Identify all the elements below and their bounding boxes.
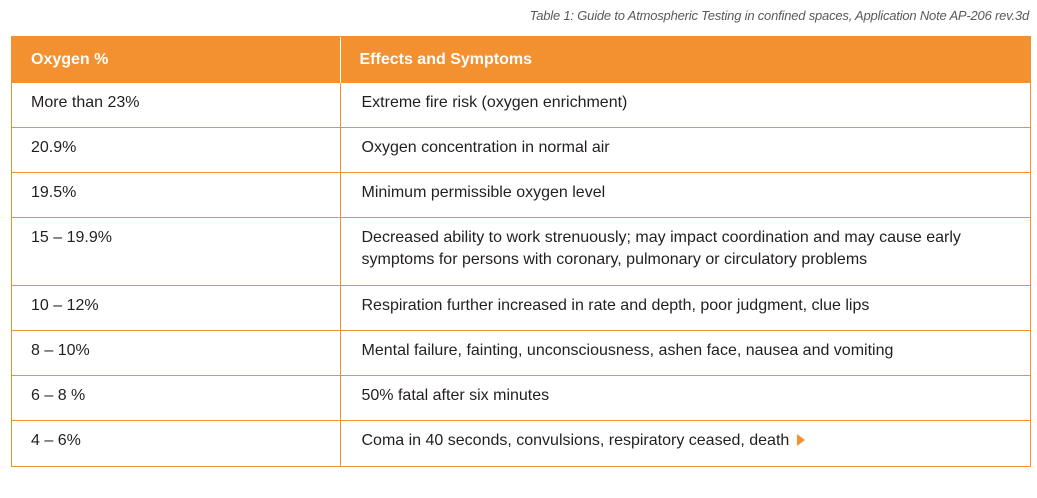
table-row	[12, 173, 1030, 218]
oxygen-level-cell: 15 – 19.9%	[12, 218, 340, 286]
oxygen-effects-table	[11, 36, 1031, 467]
oxygen-level-cell: 10 – 12%	[12, 286, 340, 331]
oxygen-level-cell: 8 – 10%	[12, 331, 340, 376]
effects-cell: Oxygen concentration in normal air	[340, 128, 1030, 173]
oxygen-level-cell: More than 23%	[12, 83, 340, 128]
effects-cell: Extreme fire risk (oxygen enrichment)	[340, 83, 1030, 128]
effects-cell: Minimum permissible oxygen level	[340, 173, 1030, 218]
table-row	[12, 286, 1030, 331]
effects-cell-last	[340, 421, 1030, 466]
oxygen-level-cell: 19.5%	[12, 173, 340, 218]
table-row	[12, 128, 1030, 173]
table-body	[12, 83, 1030, 466]
oxygen-level-cell: 6 – 8 %	[12, 376, 340, 421]
table-row	[12, 376, 1030, 421]
header-effects-symptoms: Effects and Symptoms	[340, 37, 1030, 83]
header-row	[12, 37, 1030, 83]
effects-cell: Respiration further increased in rate and depth, poor judgment, clue lips	[340, 286, 1030, 331]
table-row	[12, 331, 1030, 376]
oxygen-level-cell: 20.9%	[12, 128, 340, 173]
table-row	[12, 421, 1030, 466]
table-row	[12, 83, 1030, 128]
header-oxygen-percent: Oxygen %	[12, 37, 340, 83]
effects-cell: Mental failure, fainting, unconsciousness, ashen face, nausea and vomiting	[340, 331, 1030, 376]
table	[12, 37, 1030, 466]
effects-cell: 50% fatal after six minutes	[340, 376, 1030, 421]
effects-text: Coma in 40 seconds, convulsions, respiratory ceased, death	[361, 432, 790, 449]
table-row	[12, 218, 1030, 286]
table-header	[12, 37, 1030, 83]
arrow-right-icon[interactable]	[797, 434, 805, 446]
oxygen-level-cell: 4 – 6%	[12, 421, 340, 466]
effects-cell: Decreased ability to work strenuously; may impact coordination and may cause early symptoms for persons with coronary, pulmonary or circulatory problems	[340, 218, 1030, 286]
table-caption: Table 1: Guide to Atmospheric Testing in confined spaces, Application Note AP-206 rev.3d	[529, 8, 1029, 23]
